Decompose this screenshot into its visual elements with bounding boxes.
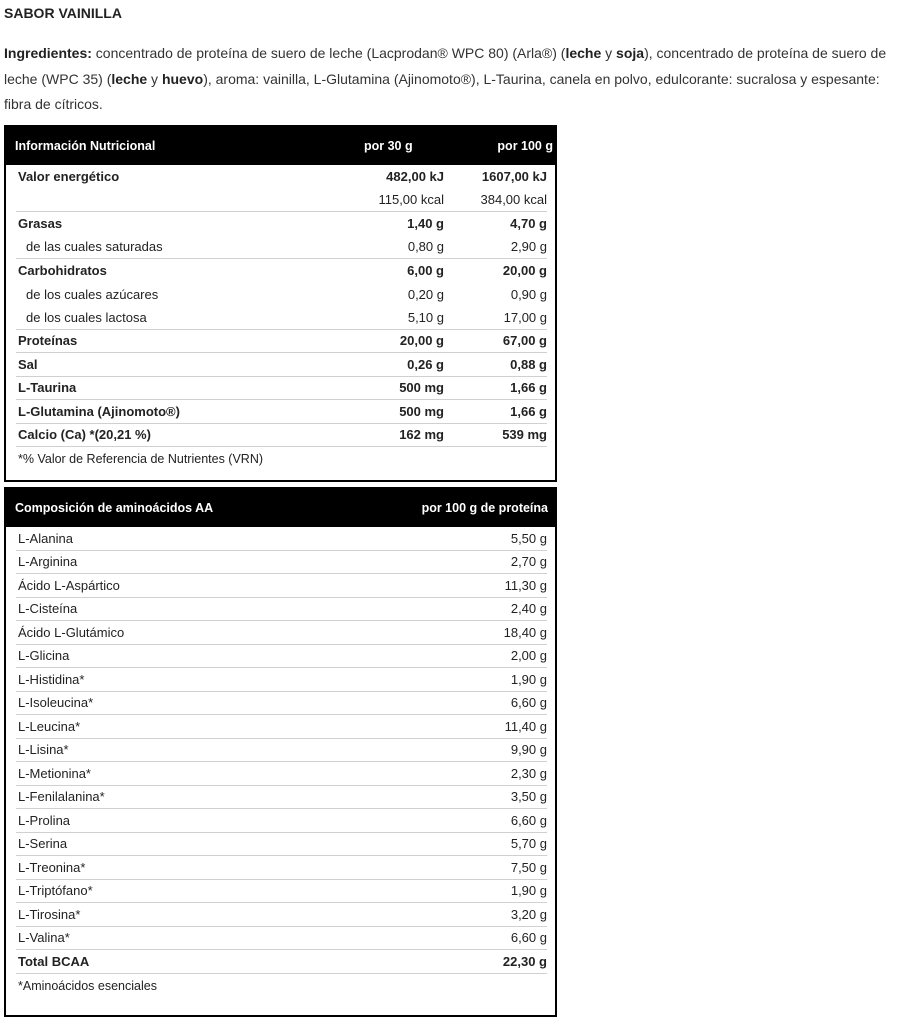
amino-row-value: 22,30 g xyxy=(502,953,547,969)
nutrition-row-per100: 384,00 kcal xyxy=(480,192,547,208)
nutrition-row-per30: 482,00 kJ xyxy=(386,169,444,185)
amino-acid-table xyxy=(4,487,557,1017)
nutrition-row xyxy=(16,400,547,424)
amino-row xyxy=(16,950,547,974)
nutrition-row-per100: 539 mg xyxy=(502,427,547,443)
nutrition-row-label: Carbohidratos xyxy=(18,263,107,279)
amino-row xyxy=(16,880,547,904)
nutrition-header-label: Información Nutricional xyxy=(15,139,156,153)
ingredient-bold-text: leche xyxy=(111,70,148,87)
amino-row-label: L-Serina xyxy=(18,836,68,852)
nutrition-row-label: Grasas xyxy=(18,216,63,232)
ingredient-bold-text: Ingredientes: xyxy=(4,45,92,61)
nutrition-row-per30: 0,20 g xyxy=(407,286,444,302)
nutrition-row xyxy=(16,283,547,307)
amino-row-label: L-Cisteína xyxy=(18,601,78,617)
amino-row-value: 5,50 g xyxy=(510,530,547,546)
nutrition-row-per100: 2,90 g xyxy=(510,239,547,255)
amino-row-label: Total BCAA xyxy=(18,953,90,969)
ingredients-paragraph xyxy=(4,41,906,118)
nutrition-row-label: de las cuales saturadas xyxy=(26,239,163,255)
amino-row-label: L-Prolina xyxy=(18,812,71,828)
nutrition-row-per30: 20,00 g xyxy=(399,333,444,349)
nutrition-row xyxy=(16,353,547,377)
nutrition-footnote: *% Valor de Referencia de Nutrientes (VRN) xyxy=(18,452,264,466)
nutrition-row-per100: 67,00 g xyxy=(502,333,547,349)
amino-row-label: L-Fenilalanina* xyxy=(18,789,105,805)
nutrition-row xyxy=(16,189,547,213)
nutrition-header-per100: por 100 g xyxy=(497,139,553,153)
nutrition-row xyxy=(16,212,547,236)
nutrition-table-header xyxy=(6,127,555,165)
nutrition-row-per100: 17,00 g xyxy=(503,309,547,325)
nutrition-row-per30: 500 mg xyxy=(399,380,444,396)
ingredient-bold-text: soja xyxy=(616,45,645,61)
amino-row-label: L-Glicina xyxy=(18,648,70,664)
nutrition-header-per30: por 30 g xyxy=(364,139,413,153)
nutrition-row-label: de los cuales lactosa xyxy=(26,309,147,325)
nutrition-row-label: Valor energético xyxy=(18,169,120,185)
nutrition-row-per100: 4,70 g xyxy=(510,216,547,232)
amino-row-label: L-Tirosina* xyxy=(18,906,81,922)
nutrition-row-per100: 1,66 g xyxy=(510,380,547,396)
nutrition-row-per30: 0,80 g xyxy=(407,239,444,255)
nutrition-row-per30: 115,00 kcal xyxy=(378,192,444,208)
amino-header-label: Composición de aminoácidos AA xyxy=(15,501,214,515)
amino-row xyxy=(16,739,547,763)
ingredient-bold-text: huevo xyxy=(161,70,204,87)
nutrition-row xyxy=(16,165,547,189)
amino-row-value: 2,40 g xyxy=(510,601,547,617)
nutrition-row-label: Calcio (Ca) *(20,21 %) xyxy=(18,427,151,443)
amino-row-value: 3,50 g xyxy=(510,789,547,805)
nutrition-row-per100: 0,90 g xyxy=(510,286,547,302)
amino-row-label: Ácido L-Aspártico xyxy=(18,577,120,593)
nutrition-row-per100: 20,00 g xyxy=(502,263,547,279)
nutrition-row-label: de los cuales azúcares xyxy=(26,286,159,302)
amino-row xyxy=(16,903,547,927)
amino-row-value: 7,50 g xyxy=(510,859,547,875)
nutrition-row-per100: 1,66 g xyxy=(510,403,547,419)
ingredient-text: y xyxy=(601,45,617,61)
amino-row-label: L-Lisina* xyxy=(18,742,69,758)
ingredient-bold-text: leche xyxy=(565,45,602,61)
amino-row-value: 3,20 g xyxy=(510,906,547,922)
amino-row-value: 5,70 g xyxy=(510,836,547,852)
nutrition-row-label: Sal xyxy=(18,356,38,372)
nutrition-row-label: Proteínas xyxy=(18,333,78,349)
nutrition-row-per30: 500 mg xyxy=(399,403,444,419)
amino-row xyxy=(16,574,547,598)
amino-row xyxy=(16,551,547,575)
ingredient-text: concentrado de proteína de suero de leche (Lacprodan® WPC 80) (Arla®) ( xyxy=(91,45,566,61)
ingredient-text: y xyxy=(147,70,162,87)
nutrition-row-per30: 6,00 g xyxy=(407,263,444,279)
product-info-page xyxy=(0,0,920,118)
nutrition-row-per100: 0,88 g xyxy=(510,356,547,372)
amino-row-label: Ácido L-Glutámico xyxy=(18,624,125,640)
amino-row-value: 2,00 g xyxy=(510,648,547,664)
amino-row-value: 6,60 g xyxy=(510,812,547,828)
nutrition-row-label: L-Taurina xyxy=(18,380,77,396)
nutrition-row xyxy=(16,377,547,401)
amino-row xyxy=(16,621,547,645)
amino-row xyxy=(16,598,547,622)
nutrition-row-per100: 1607,00 kJ xyxy=(481,169,547,185)
nutrition-table xyxy=(4,125,557,482)
nutrition-row xyxy=(16,424,547,448)
amino-table-header xyxy=(6,489,555,527)
ingredient-text: ), aroma: vainilla, L-Glutamina (Ajinomoto®), L-Taurina, canela en polvo, edulcorante: sucralosa y espesante: fibra de cítricos. xyxy=(4,70,880,112)
nutrition-row xyxy=(16,306,547,330)
amino-row-value: 2,70 g xyxy=(510,554,547,570)
amino-row-value: 11,40 g xyxy=(504,718,547,734)
amino-row-label: L-Alanina xyxy=(18,530,73,546)
amino-row xyxy=(16,527,547,551)
nutrition-row xyxy=(16,259,547,283)
amino-row-label: L-Metionina* xyxy=(18,765,91,781)
amino-row-value: 11,30 g xyxy=(504,577,547,593)
amino-row xyxy=(16,668,547,692)
amino-row xyxy=(16,927,547,951)
amino-row xyxy=(16,762,547,786)
amino-row-label: L-Valina* xyxy=(18,930,70,946)
amino-row-value: 9,90 g xyxy=(510,742,547,758)
amino-row-label: L-Histidina* xyxy=(18,671,85,687)
amino-row xyxy=(16,715,547,739)
amino-row-value: 2,30 g xyxy=(510,765,547,781)
flavor-title: SABOR VAINILLA xyxy=(4,5,122,21)
amino-row-value: 6,60 g xyxy=(510,695,547,711)
nutrition-row xyxy=(16,330,547,354)
amino-row-value: 1,90 g xyxy=(510,883,547,899)
amino-row xyxy=(16,692,547,716)
nutrition-row-label: L-Glutamina (Ajinomoto®) xyxy=(18,403,180,419)
amino-footnote: *Aminoácidos esenciales xyxy=(18,978,157,993)
amino-row-value: 18,40 g xyxy=(503,624,547,640)
amino-row-label: L-Isoleucina* xyxy=(18,695,94,711)
amino-row xyxy=(16,645,547,669)
amino-row-value: 1,90 g xyxy=(510,671,547,687)
amino-header-per100-protein: por 100 g de proteína xyxy=(421,501,548,515)
nutrition-row-per30: 0,26 g xyxy=(407,356,444,372)
nutrition-table-body xyxy=(6,165,555,447)
nutrition-row-per30: 1,40 g xyxy=(407,216,444,232)
amino-row-label: L-Treonina* xyxy=(18,859,86,875)
nutrition-row xyxy=(16,236,547,260)
amino-row-label: L-Triptófano* xyxy=(18,883,93,899)
amino-row xyxy=(16,786,547,810)
amino-row xyxy=(16,809,547,833)
amino-row-value: 6,60 g xyxy=(510,930,547,946)
amino-row xyxy=(16,856,547,880)
nutrition-row-per30: 162 mg xyxy=(399,427,444,443)
amino-table-body xyxy=(6,527,555,974)
nutrition-row-per30: 5,10 g xyxy=(407,309,444,325)
ingredient-text: ), concentrado de proteína de suero de leche (WPC 35) ( xyxy=(4,45,887,87)
amino-row xyxy=(16,833,547,857)
amino-row-label: L-Leucina* xyxy=(18,718,81,734)
amino-row-label: L-Arginina xyxy=(18,554,78,570)
